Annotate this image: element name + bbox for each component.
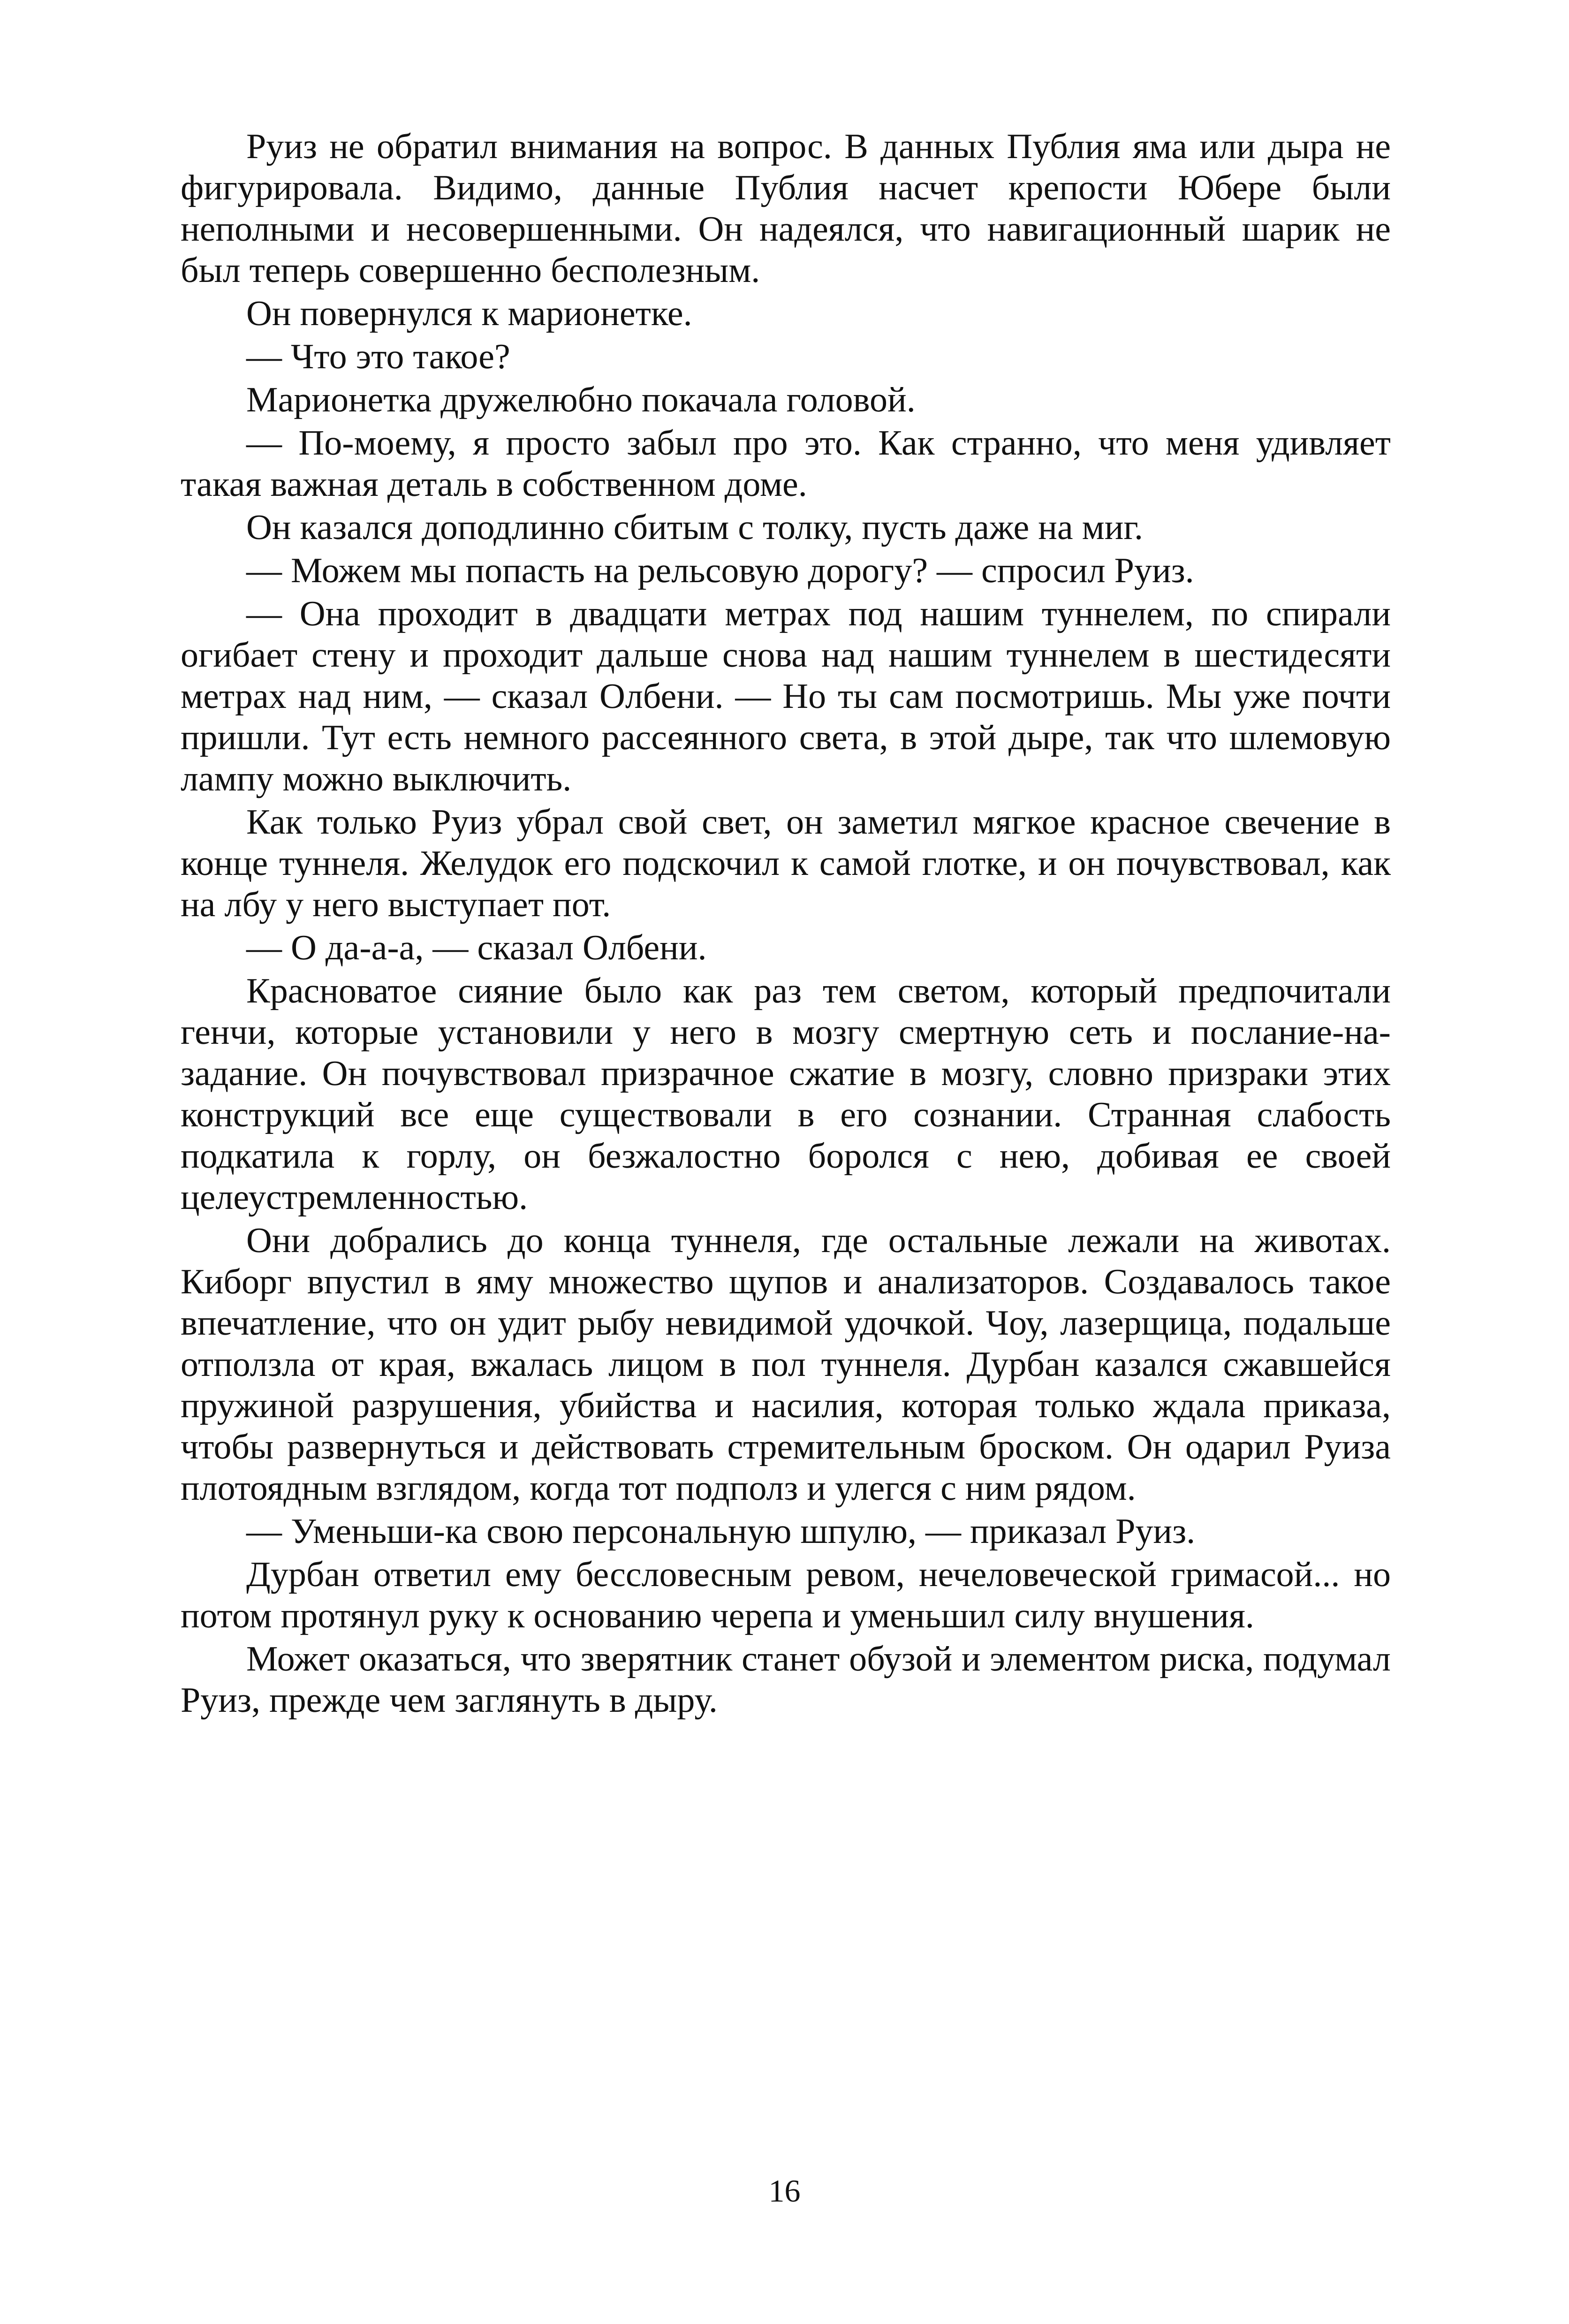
paragraph: Он казался доподлинно сбитым с толку, пусть даже на миг. [246,508,1144,547]
paragraph: Как только Руиз убрал свой свет, он заметил мягкое красное свечение в конце туннеля. Желудок его подскочил к самой глотке, и он почувствовал, как на лбу у него выступает пот. [181,802,1391,924]
paragraph: — По-моему, я просто забыл про это. Как странно, что меня удивляет такая важная деталь в собственном доме. [181,423,1391,504]
paragraph: Руиз не обратил внимания на вопрос. В данных Публия яма или дыра не фигурировала. Видимо, данные Публия насчет крепости Юбере были неполными и несовершенными. Он надеялся, что навигационный шарик не был теперь совершенно бесполезным. [181,127,1391,290]
paragraph: Красноватое сияние было как раз тем светом, который предпочитали генчи, которые установили у него в мозгу смертную сеть и послание-на-задание. Он почувствовал призрачное сжатие в мозгу, словно призраки этих конструкций все еще существовали в его сознании. Странная слабость подкатила к горлу, он безжалостно боролся с нею, добивая ее своей целеустремленностью. [181,971,1391,1217]
page-number: 16 [768,2173,801,2209]
paragraph: — О да-а-а, — сказал Олбени. [246,928,707,967]
paragraph: — Она проходит в двадцати метрах под нашим туннелем, по спирали огибает стену и проходит дальше снова над нашим туннелем в шестидесяти метрах над ним, — сказал Олбени. — Но ты сам посмотришь. Мы уже почти пришли. Тут есть немного рассеянного света, в этой дыре, так что шлемовую лампу можно выключить. [181,594,1391,798]
paragraph: — Что это такое? [246,337,510,376]
paragraph: Может оказаться, что зверятник станет обузой и элементом риска, подумал Руиз, прежде чем заглянуть в дыру. [181,1639,1391,1720]
paragraph: Марионетка дружелюбно покачала головой. [246,380,916,419]
paragraph: Дурбан ответил ему бессловесным ревом, нечеловеческой гримасой... но потом протянул руку к основанию черепа и уменьшил силу внушения. [181,1555,1391,1635]
page-body-text [181,126,1391,1723]
paragraph: Они добрались до конца туннеля, где остальные лежали на животах. Киборг впустил в яму множество щупов и анализаторов. Создавалось такое впечатление, что он удит рыбу невидимой удочкой. Чоу, лазерщица, подальше отползла от края, вжалась лицом в пол туннеля. Дурбан казался сжавшейся пружиной разрушения, убийства и насилия, которая только ждала приказа, чтобы развернуться и действовать стремительным броском. Он одарил Руиза плотоядным взглядом, когда тот подполз и улегся с ним рядом. [181,1221,1391,1508]
paragraph: — Уменьши-ка свою персональную шпулю, — приказал Руиз. [246,1511,1196,1551]
paragraph: — Можем мы попасть на рельсовую дорогу? — спросил Руиз. [246,551,1194,590]
paragraph: Он повернулся к марионетке. [246,294,692,333]
